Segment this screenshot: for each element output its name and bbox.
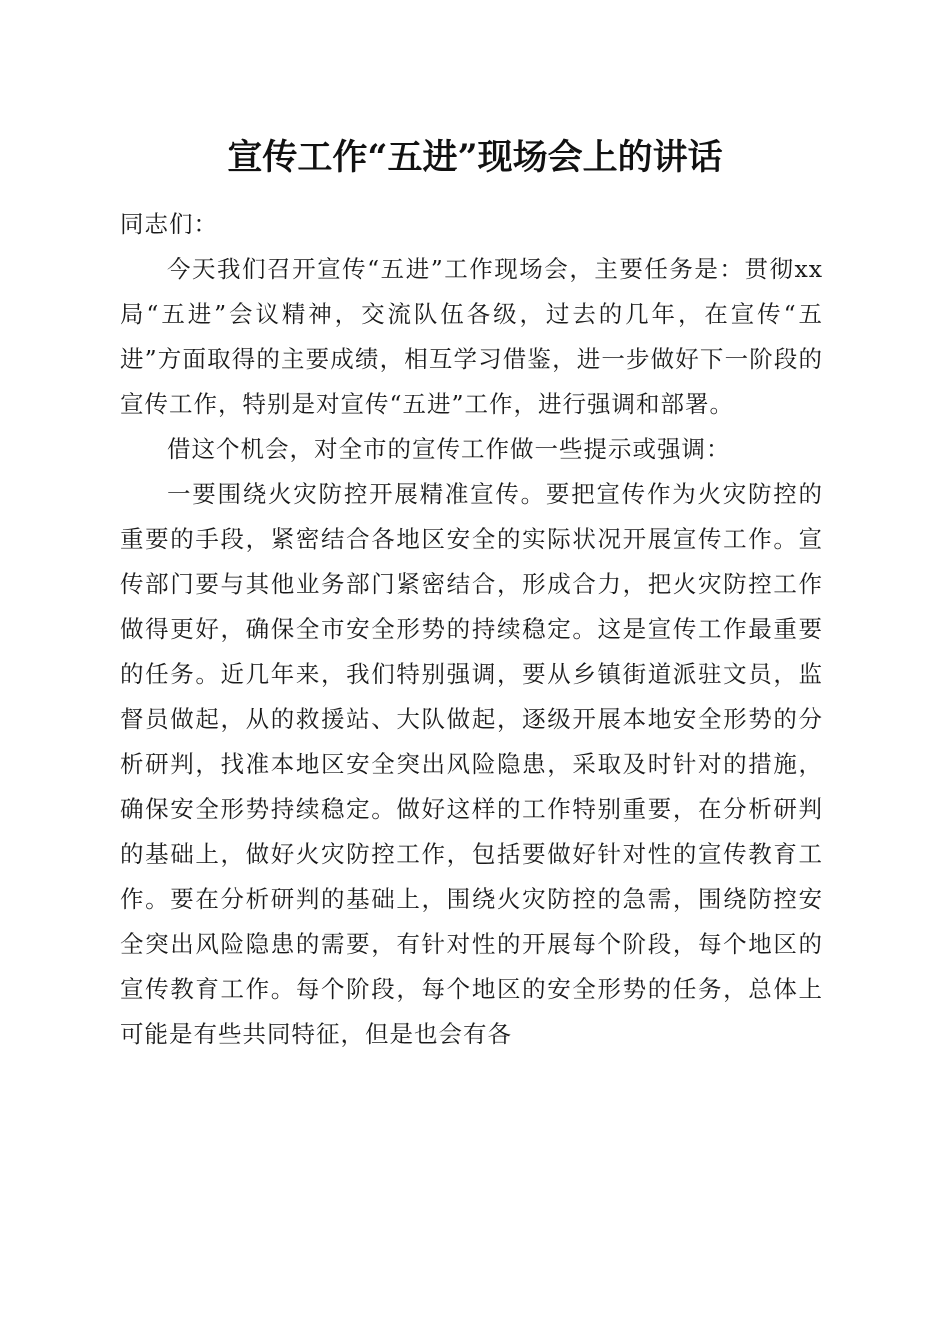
paragraph-3: 一要围绕火灾防控开展精准宣传。要把宣传作为火灾防控的重要的手段，紧密结合各地区安全的实际状况开展宣传工作。宣传部门要与其他业务部门紧密结合，形成合力，把火灾防控工作做得更好，确保全市安全形势的持续稳定。这是宣传工作最重要的任务。近几年来，我们特别强调，要从乡镇街道派驻文员，监督员做起，从的救援站、大队做起，逐级开展本地安全形势的分析研判，找准本地区安全突出风险隐患，采取及时针对的措施，确保安全形势持续稳定。做好这样的工作特别重要，在分析研判的基础上，做好火灾防控工作，包括要做好针对性的宣传教育工作。要在分析研判的基础上，围绕火灾防控的急需，围绕防控安全突出风险隐患的需要，有针对性的开展每个阶段，每个地区的宣传教育工作。每个阶段，每个地区的安全形势的任务，总体上可能是有些共同特征，但是也会有各 — [120, 480, 823, 1048]
document-title: 宣传工作“五进”现场会上的讲话 — [227, 137, 723, 178]
paragraph-1: 今天我们召开宣传“五进”工作现场会，主要任务是：贯彻xx局“五进”会议精神，交流队伍各级，过去的几年，在宣传“五进”方面取得的主要成绩，相互学习借鉴，进一步做好下一阶段的宣传工作，特别是对宣传“五进”工作，进行强调和部署。 — [120, 255, 823, 418]
document-body — [120, 202, 823, 1057]
paragraph-2: 借这个机会，对全市的宣传工作做一些提示或强调： — [167, 435, 731, 463]
salutation: 同志们： — [120, 210, 218, 238]
